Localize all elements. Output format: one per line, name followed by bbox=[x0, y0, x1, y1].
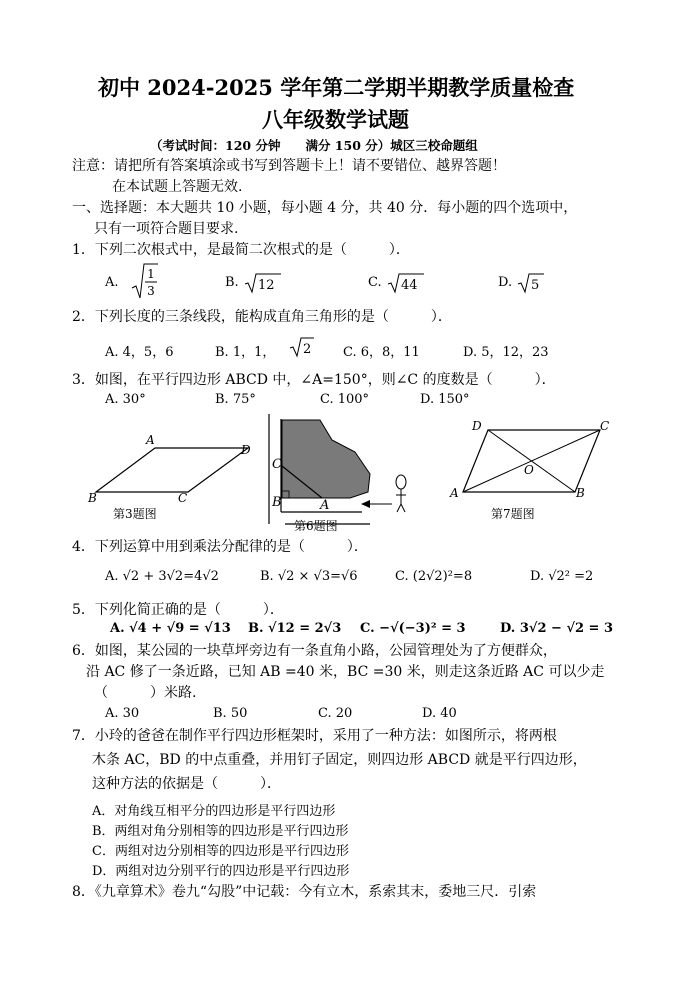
q1-option-d-label: D. bbox=[498, 275, 513, 290]
q3-option-b: B. 75° bbox=[215, 392, 256, 407]
q2-option-b: B. 1，1， bbox=[215, 345, 276, 360]
q2-option-d: D. 5，12，23 bbox=[463, 345, 549, 360]
svg-text:A: A bbox=[146, 433, 155, 447]
q6-option-c: C. 20 bbox=[318, 706, 353, 721]
question-4-stem: 4．下列运算中用到乘法分配律的是（ ）． bbox=[72, 539, 368, 555]
section-heading: 一、选择题：本大题共 10 小题，每小题 4 分，共 40 分．每小题的四个选项中， bbox=[72, 200, 578, 216]
q1-option-a-label: A. bbox=[105, 275, 119, 290]
q6-option-a: A. 30 bbox=[105, 706, 140, 721]
q4-option-d: D. √2² =2 bbox=[530, 569, 594, 584]
q2-option-c: C. 6，8，11 bbox=[343, 345, 420, 360]
svg-text:C: C bbox=[272, 457, 282, 472]
q5-option-b: B. √12 = 2√3 bbox=[248, 621, 342, 636]
question-8-line1: 8．《九章算术》卷九“勾股”中记载：今有立木，系索其末，委地三尺．引索 bbox=[72, 884, 537, 900]
q1-option-a-radical bbox=[130, 262, 160, 302]
question-7-line1: 7．小玲的爸爸在制作平行四边形框架时，采用了一种方法：如图所示，将两根 bbox=[72, 728, 557, 744]
question-2-stem: 2．下列长度的三条线段，能构成直角三角形的是（ ）． bbox=[72, 309, 452, 325]
question-5-stem: 5．下列化简正确的是（ ）． bbox=[72, 602, 284, 618]
question-3-stem: 3．如图，在平行四边形 ABCD 中，∠A=150°，则∠C 的度数是（ ）． bbox=[72, 372, 556, 388]
question-6-line2: 沿 AC 修了一条近路，已知 AB =40 米，BC =30 米，则走这条近路 AC 可以少走 bbox=[86, 664, 605, 680]
svg-text:A: A bbox=[320, 498, 330, 513]
q3-option-d: D. 150° bbox=[420, 392, 470, 407]
svg-text:C: C bbox=[178, 491, 188, 505]
exam-info: （考试时间：120 分钟 满分 150 分）城区三校命题组 bbox=[150, 138, 478, 153]
q6-option-d: D. 40 bbox=[422, 706, 457, 721]
q6-option-b: B. 50 bbox=[213, 706, 248, 721]
svg-text:2: 2 bbox=[303, 342, 312, 357]
figure-6-park bbox=[269, 414, 406, 533]
question-6-line3: （ ）米路. bbox=[94, 685, 197, 701]
question-1-stem: 1．下列二次根式中，是最简二次根式的是（ ）． bbox=[72, 242, 410, 258]
q2-option-b-radical bbox=[288, 336, 316, 358]
svg-text:B: B bbox=[576, 486, 585, 500]
question-7-line3: 这种方法的依据是（ ）． bbox=[92, 776, 281, 792]
q1-option-c-label: C. bbox=[368, 275, 382, 290]
q1-a-denominator: 3 bbox=[147, 284, 155, 298]
figure-6-caption: 第6题图 bbox=[294, 519, 338, 533]
svg-text:O: O bbox=[524, 463, 534, 477]
q5-option-c: C. −√(−3)² = 3 bbox=[360, 621, 466, 636]
q1-option-b-label: B. bbox=[225, 275, 239, 290]
svg-text:C: C bbox=[600, 419, 610, 433]
q2-option-a: A. 4，5，6 bbox=[105, 345, 174, 360]
question-6-line1: 6．如图，某公园的一块草坪旁边有一条直角小路，公园管理处为了方便群众， bbox=[72, 643, 557, 659]
q5-option-a: A. √4 + √9 = √13 bbox=[110, 621, 231, 636]
figure-3-parallelogram bbox=[87, 433, 251, 521]
notice-line1: 注意：请把所有答案填涂或书写到答题卡上！请不要错位、越界答题！ bbox=[72, 158, 506, 174]
q1-option-d-radical bbox=[516, 272, 546, 294]
q4-option-c: C. (2√2)²=8 bbox=[395, 569, 473, 584]
svg-text:5: 5 bbox=[531, 278, 540, 293]
q4-option-b: B. √2 × √3=√6 bbox=[260, 569, 358, 584]
q1-a-numerator: 1 bbox=[147, 267, 155, 281]
q7-option-a: A．对角线互相平分的四边形是平行四边形 bbox=[92, 804, 336, 819]
section-heading-cont: 只有一项符合题目要求. bbox=[94, 221, 239, 237]
svg-text:A: A bbox=[450, 486, 459, 500]
svg-text:B: B bbox=[88, 491, 97, 505]
svg-text:D: D bbox=[241, 443, 251, 457]
figure-3-caption: 第3题图 bbox=[113, 507, 157, 521]
q5-option-d: D. 3√2 − √2 = 3 bbox=[500, 621, 614, 636]
q7-option-c: C．两组对边分别相等的四边形是平行四边形 bbox=[92, 844, 349, 859]
q1-option-b-radical bbox=[243, 272, 283, 294]
figure-7-caption: 第7题图 bbox=[491, 507, 535, 521]
q4-option-a: A. √2 + 3√2=4√2 bbox=[105, 569, 219, 584]
figure-7-parallelogram bbox=[449, 419, 609, 521]
q7-option-b: B．两组对角分别相等的四边形是平行四边形 bbox=[92, 824, 349, 839]
q7-option-d: D．两组对边分别平行的四边形是平行四边形 bbox=[92, 864, 350, 879]
svg-text:12: 12 bbox=[258, 278, 275, 293]
q3-option-c: C. 100° bbox=[320, 392, 370, 407]
q1-option-c-radical bbox=[386, 272, 426, 294]
question-7-line2: 木条 AC，BD 的中点重叠，并用钉子固定，则四边形 ABCD 就是平行四边形， bbox=[92, 752, 587, 768]
exam-title: 初中 2024-2025 学年第二学期半期教学质量检查 bbox=[98, 75, 575, 100]
svg-text:B: B bbox=[272, 495, 282, 510]
exam-subject-title: 八年级数学试题 bbox=[262, 107, 409, 132]
notice-line2: 在本试题上答题无效. bbox=[112, 179, 243, 195]
figures-row bbox=[80, 412, 640, 537]
svg-text:D: D bbox=[472, 419, 482, 433]
q3-option-a: A. 30° bbox=[105, 392, 146, 407]
svg-text:44: 44 bbox=[401, 278, 418, 293]
